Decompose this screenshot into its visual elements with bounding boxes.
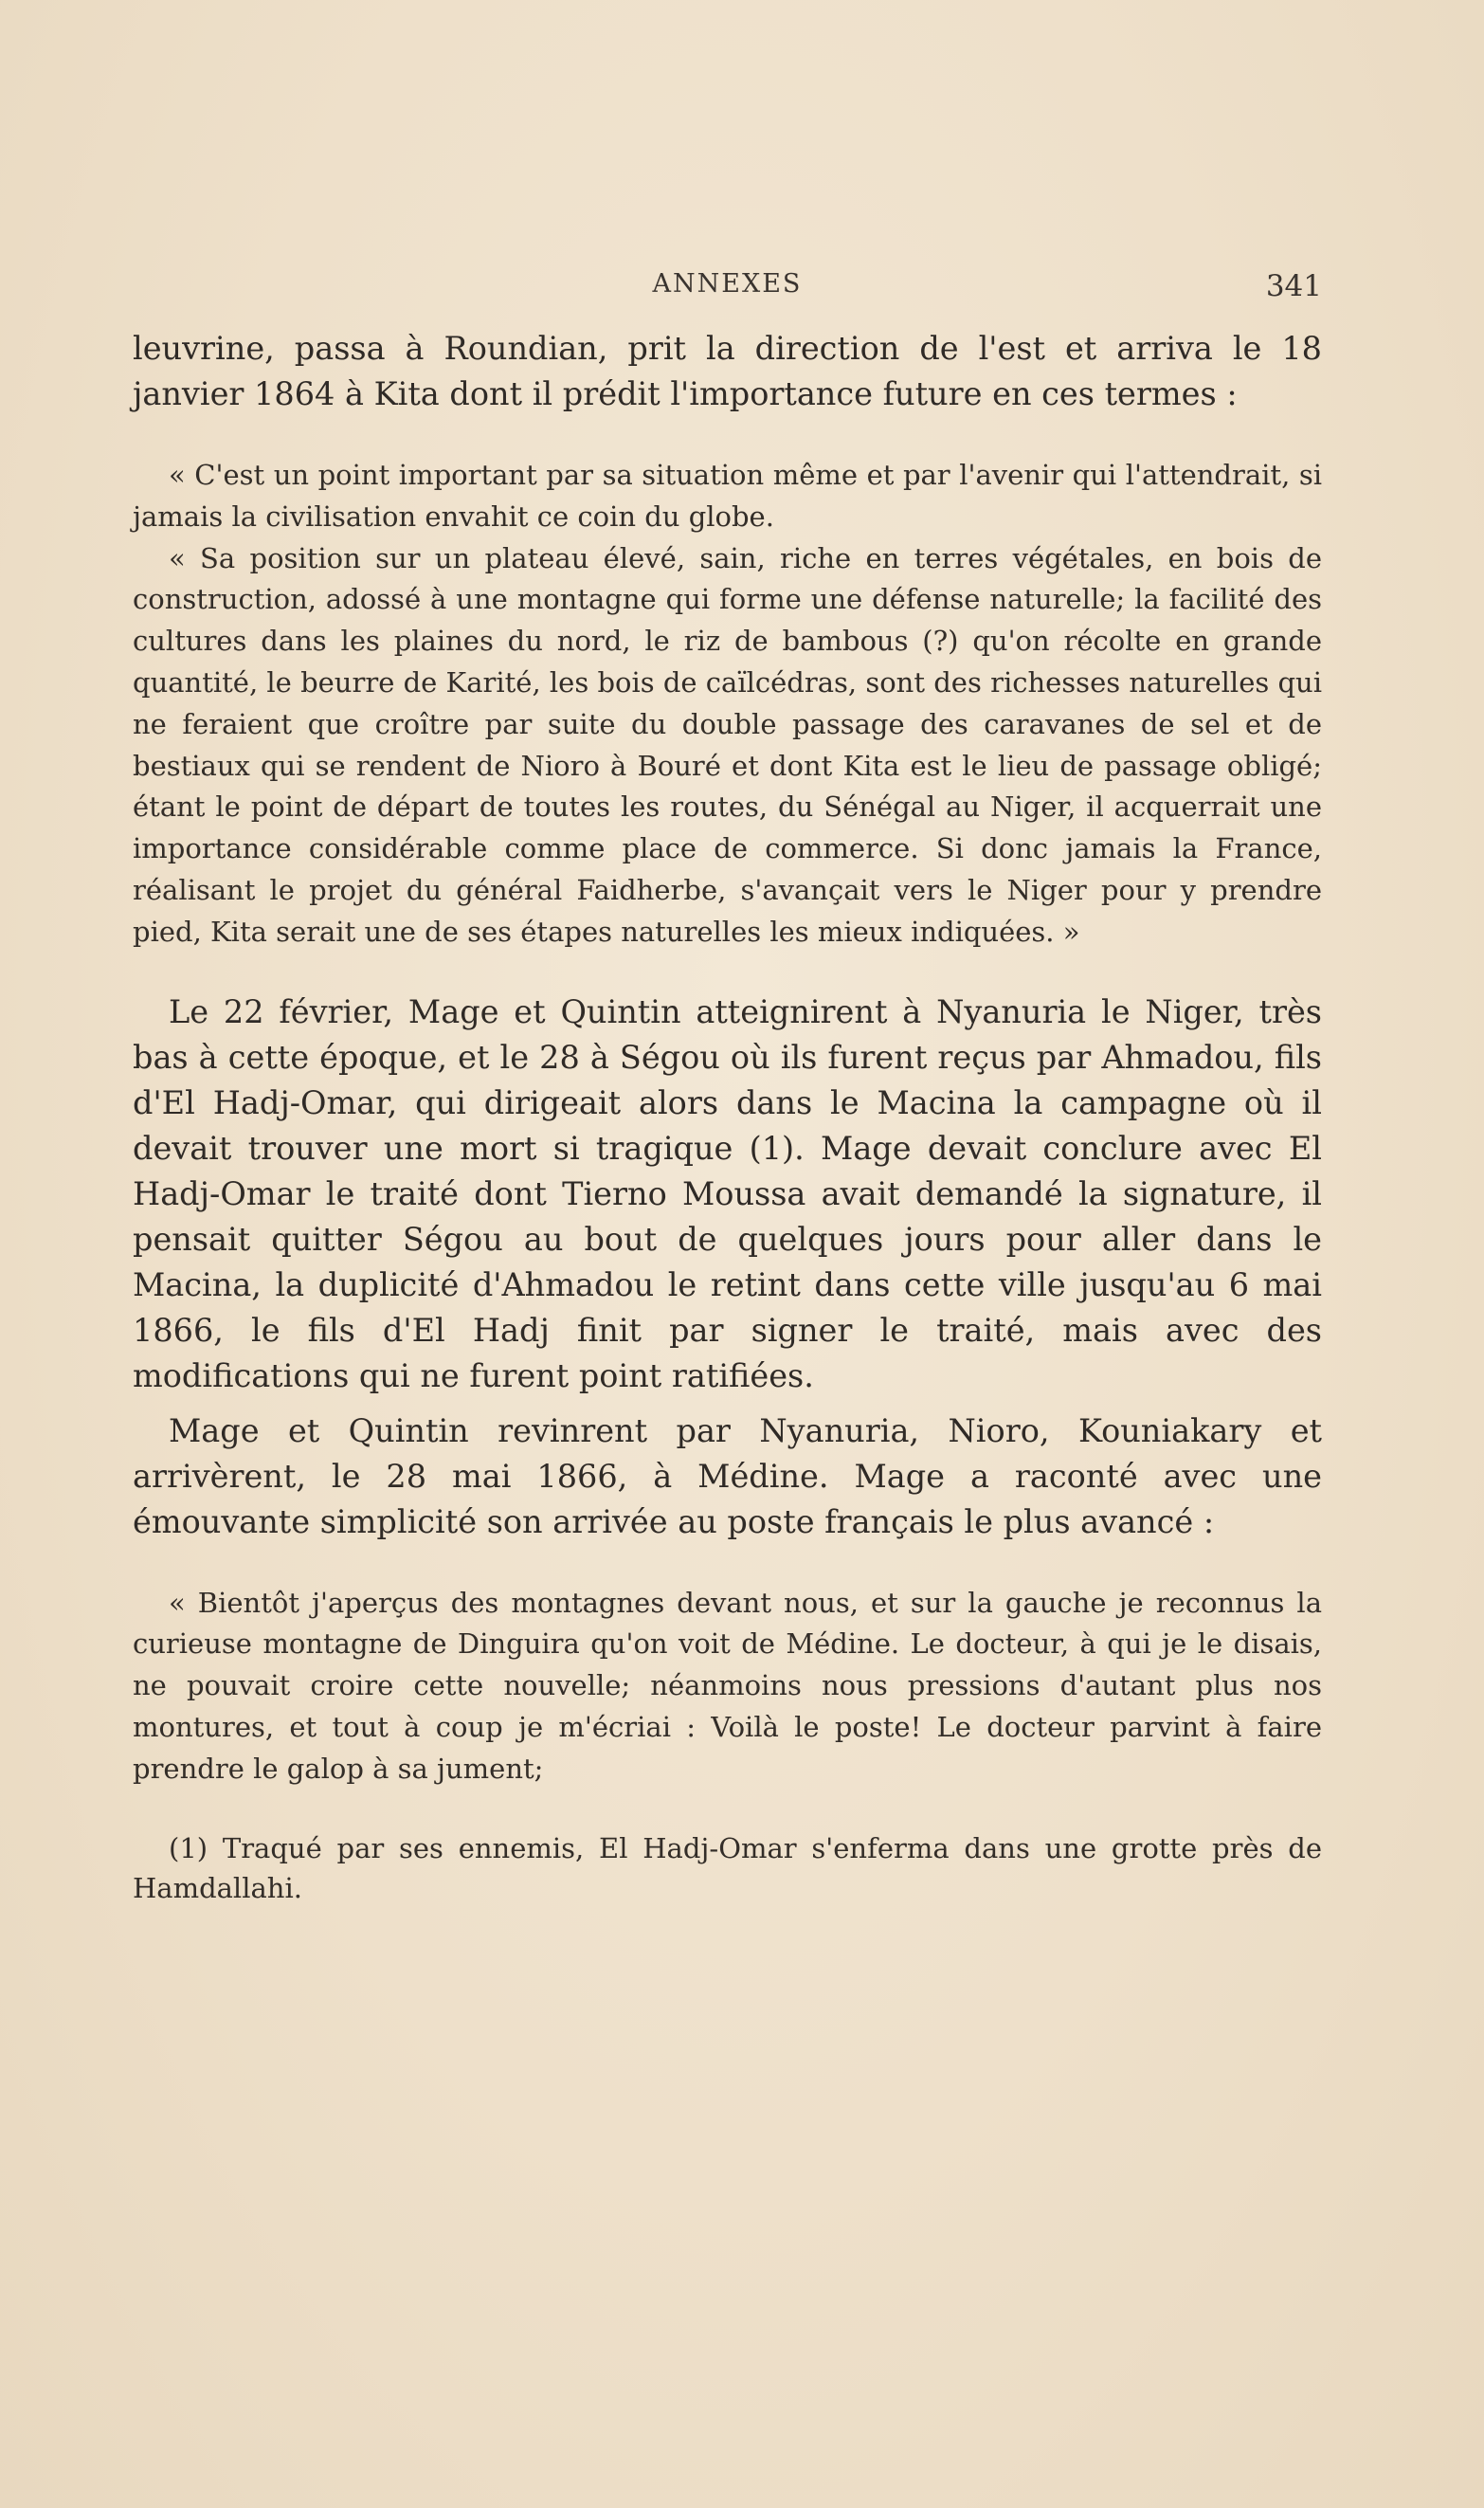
quote-kita-2: « Sa position sur un plateau élevé, sain, riche en terres végétales, en bois de construction, adossé à une montagne qui forme une défense naturelle; la facilité des cultures dans les plaines du nord, le riz de bambous (?) qu'on récolte en grande quantité, le beurre de Karité, les bois de caïlcédras, sont des richesses naturelles qui ne feraient que croître par suite du double passage des caravanes de sel et de bestiaux qui se rendent de Nioro à Bouré et dont Kita est le lieu de passage obligé; étant le point de départ de toutes les routes, du Sénégal au Niger, il acquerrait une importance considérable comme place de commerce. Si donc jamais la France, réalisant le projet du général Faidherbe, s'avançait vers le Niger pour y prendre pied, Kita serait une de ses étapes naturelles les mieux indiquées. » [133, 541, 1322, 948]
page-number: 341 [1265, 269, 1322, 303]
quote-kita-1: « C'est un point important par sa situation même et par l'avenir qui l'attendrait, si jamais la civilisation envahit ce coin du globe. [133, 459, 1322, 533]
paragraph-2: Le 22 février, Mage et Quintin atteignirent à Nyanuria le Niger, très bas à cette époque, et le 28 à Ségou où ils furent reçus par Ahmadou, fils d'El Hadj-Omar, qui dirigeait alors dans le Macina la campagne où il devait trouver une mort si tragique (1). Mage devait conclure avec El Hadj-Omar le traité dont Tierno Moussa avait demandé la signature, il pensait quitter Ségou au bout de quelques jours pour aller dans le Macina, la duplicité d'Ahmadou le retint dans cette ville jusqu'au 6 mai 1866, le fils d'El Hadj finit par signer le traité, mais avec des modifications qui ne furent point ratifiées. [133, 992, 1322, 1394]
running-head: ANNEXES [652, 269, 803, 299]
page-body [133, 326, 1322, 1908]
footnote: (1) Traqué par ses ennemis, El Hadj-Omar s'enferma dans une grotte près de Hamdallahi. [133, 1831, 1322, 1904]
paragraph-1: leuvrine, passa à Roundian, prit la direction de l'est et arriva le 18 janvier 1864 à Kita dont il prédit l'importance future en ces termes : [133, 330, 1322, 412]
paragraph-3: Mage et Quintin revinrent par Nyanuria, Nioro, Kouniakary et arrivèrent, le 28 mai 1866, à Médine. Mage a raconté avec une émouvante simplicité son arrivée au poste français le plus avancé : [133, 1411, 1322, 1540]
quote-medine: « Bientôt j'aperçus des montagnes devant nous, et sur la gauche je reconnus la curieuse montagne de Dinguira qu'on voit de Médine. Le docteur, à qui je le disais, ne pouvait croire cette nouvelle; néanmoins nous pressions d'autant plus nos montures, et tout à coup je m'écriai : Voilà le poste! Le docteur parvint à faire prendre le galop à sa jument; [133, 1586, 1322, 1785]
page-header [133, 269, 1322, 311]
